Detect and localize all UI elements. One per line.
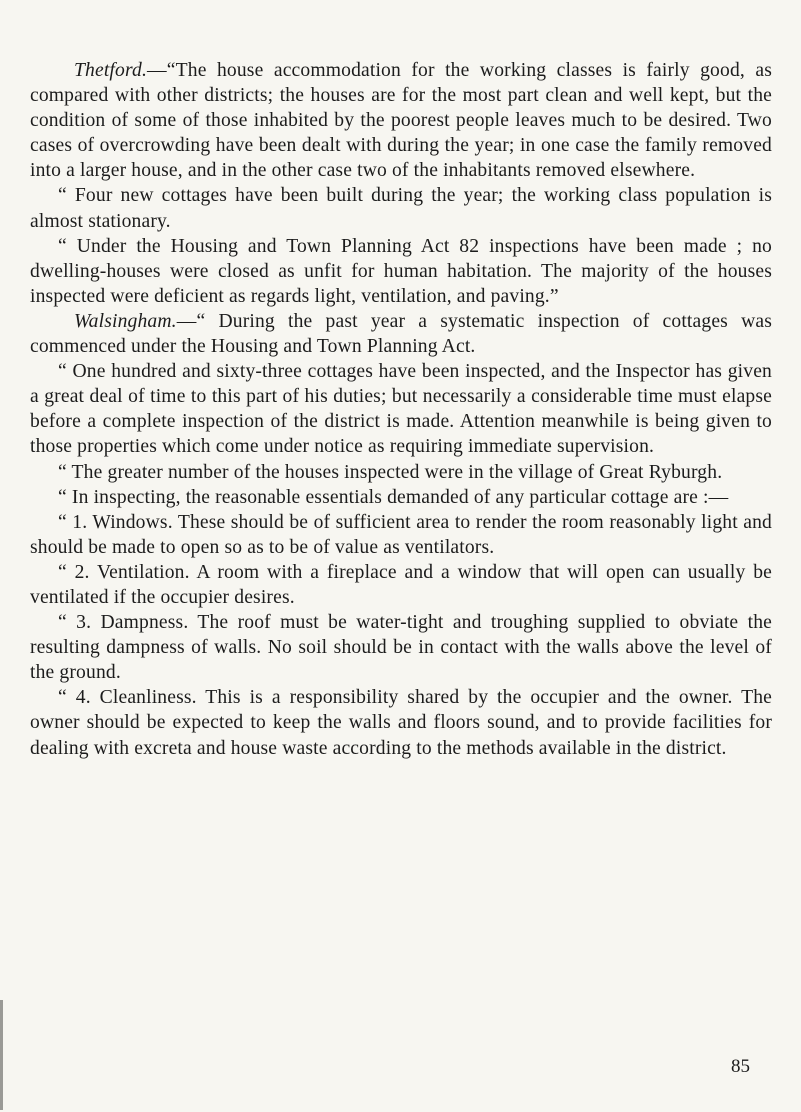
paragraph-windows: “ 1. Windows. These should be of sufficient area to render the room reasonably light and should be made to open so as to be of value as ventilators. (30, 511, 772, 558)
paragraph-great-ryburgh: “ The greater number of the houses inspected were in the village of Great Ryburgh. (58, 461, 723, 483)
place-name-walsingham: Walsingham. (74, 310, 177, 332)
paragraph-text: “ During the past year a systematic inspection of cottages was commenced under the Housing and Town Planning Act. (30, 310, 772, 358)
place-name-thetford: Thetford. (74, 60, 148, 81)
paragraph-ventilation: “ 2. Ventilation. A room with a fireplace and a window that will open can usually be ventilated if the occupier desires. (30, 561, 772, 608)
binding-edge (0, 1000, 3, 1110)
paragraph-essentials: “ In inspecting, the reasonable essentials demanded of any particular cottage are :— (58, 486, 729, 508)
paragraph-cleanliness: “ 4. Cleanliness. This is a responsibility shared by the occupier and the owner. The owner should be expected to keep the walls and floors sound, and to provide facilities for dealing with excreta and house waste according to the methods available in the district. (30, 687, 772, 759)
paragraph-housing-act: “ Under the Housing and Town Planning Act 82 inspections have been made ; no dwelling-houses were closed as unfit for human habitation. The majority of the houses inspected were deficient as regards light, ventilation, and paving.” (30, 235, 772, 307)
paragraph-cottages-inspected: “ One hundred and sixty-three cottages have been inspected, and the Inspector has given a great deal of time to this part of his duties; but necessarily a considerable time must elapse before a complete inspection of the district is made. Attention meanwhile is being given to those properties which come under notice as requiring immediate supervision. (30, 361, 772, 458)
paragraph-text: “The house accommodation for the working classes is fairly good, as compared with other districts; the houses are for the most part clean and well kept, but the condition of some of those inhabited by the poorest people leaves much to be desired. Two cases of overcrowding have been dealt with during the year; in one case the family removed into a larger house, and in the other case two of the inhabitants removed elsewhere. (30, 60, 772, 182)
body-text (30, 58, 772, 761)
paragraph-walsingham (30, 309, 772, 359)
em-dash: — (176, 310, 197, 332)
em-dash: — (147, 60, 167, 81)
paragraph-cottages-built: “ Four new cottages have been built during the year; the working class population is almost stationary. (30, 185, 772, 232)
paragraph-dampness: “ 3. Dampness. The roof must be water-tight and troughing supplied to obviate the resulting dampness of walls. No soil should be in contact with the walls above the level of the ground. (30, 612, 772, 684)
page-number: 85 (731, 1056, 750, 1077)
paragraph-thetford (30, 58, 772, 183)
